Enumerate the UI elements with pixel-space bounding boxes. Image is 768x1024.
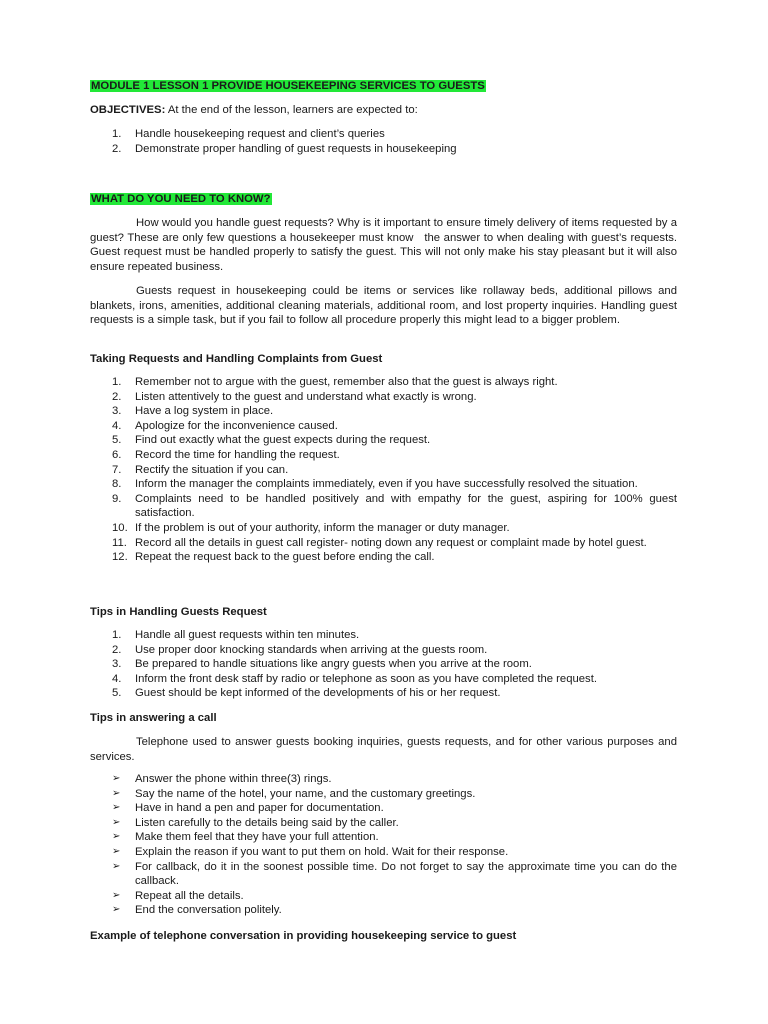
list-item: ➢ Listen carefully to the details being said by the caller. <box>112 816 399 829</box>
intro-paragraph: How would you handle guest requests? Why is it important to ensure timely delivery of items requested by a guest? These are only few questions a housekeeper must know the answer to when dealing with guest’s requests. Guest request must be handled properly to satisfy the guest. This will not only make his stay pleasant but it will also ensure repeated business. <box>90 217 677 273</box>
module-title: MODULE 1 LESSON 1 PROVIDE HOUSEKEEPING SERVICES TO GUESTS <box>91 80 485 92</box>
objectives-label: OBJECTIVES: <box>90 104 166 116</box>
list-item: 2. Use proper door knocking standards when arriving at the guests room. <box>112 643 488 656</box>
tips-heading: Tips in Handling Guests Request <box>90 606 267 618</box>
module-title-line <box>90 79 677 94</box>
list-item: ➢ Have in hand a pen and paper for documentation. <box>112 802 384 815</box>
arrow-bullet-icon: ➢ <box>112 845 121 857</box>
list-item: 3. Have a log system in place. <box>112 405 274 418</box>
tips-list <box>90 628 677 701</box>
list-item: 4. Inform the front desk staff by radio or telephone as soon as you have completed the request. <box>112 672 597 685</box>
arrow-bullet-icon: ➢ <box>112 860 121 872</box>
arrow-bullet-icon: ➢ <box>112 831 121 843</box>
list-item: ➢ Repeat all the details. <box>112 889 244 902</box>
list-item: 1. Handle all guest requests within ten minutes. <box>112 629 360 641</box>
arrow-bullet-icon: ➢ <box>112 773 121 784</box>
list-item: ➢ For callback, do it in the soonest possible time. Do not forget to say the approximate time you can do the callback. <box>112 860 677 888</box>
section-heading: WHAT DO YOU NEED TO KNOW? <box>91 193 271 205</box>
list-item: 5. Guest should be kept informed of the developments of his or her request. <box>112 687 501 700</box>
call-paragraph: Telephone used to answer guests booking inquiries, guests requests, and for other various purposes and services. <box>90 736 677 763</box>
list-item: 1. Remember not to argue with the guest, remember also that the guest is always right. <box>112 376 558 388</box>
list-item: 10. If the problem is out of your authority, inform the manager or duty manager. <box>112 521 510 534</box>
list-item: 12. Repeat the request back to the guest before ending the call. <box>112 551 435 564</box>
list-item: ➢ Say the name of the hotel, your name, and the customary greetings. <box>112 787 476 800</box>
list-item: 3. Be prepared to handle situations like angry guests when you arrive at the room. <box>112 658 532 671</box>
list-item: ➢ Make them feel that they have your full attention. <box>112 831 379 844</box>
requests-paragraph: Guests request in housekeeping could be items or services like rollaway beds, additional pillows and blankets, irons, amenities, additional cleaning materials, additional room, and lost property inquiries. Handling guest requests is a simple task, but if you fail to follow all procedure properly this might lead to a bigger problem. <box>90 285 677 327</box>
arrow-bullet-icon: ➢ <box>112 816 121 828</box>
list-item: 6. Record the time for handling the request. <box>112 448 340 461</box>
objectives-text: At the end of the lesson, learners are expected to: <box>165 104 418 116</box>
list-item: ➢ Explain the reason if you want to put them on hold. Wait for their response. <box>112 845 509 858</box>
arrow-bullet-icon: ➢ <box>112 802 121 814</box>
example-heading: Example of telephone conversation in providing housekeeping service to guest <box>90 930 517 942</box>
list-item: 11. Record all the details in guest call register- noting down any request or complaint made by hotel guest. <box>112 536 647 549</box>
complaints-list <box>90 375 677 565</box>
complaints-heading: Taking Requests and Handling Complaints from Guest <box>90 353 383 365</box>
list-item: 4. Apologize for the inconvenience caused. <box>112 419 338 432</box>
arrow-bullet-icon: ➢ <box>112 889 121 901</box>
call-heading: Tips in answering a call <box>90 712 217 724</box>
list-item: 7. Rectify the situation if you can. <box>112 463 289 476</box>
objectives-list <box>90 127 677 156</box>
list-item: 5. Find out exactly what the guest expects during the request. <box>112 434 431 447</box>
list-item: 2. Demonstrate proper handling of guest requests in housekeeping <box>112 142 457 155</box>
list-item: 9. Complaints need to be handled positively and with empathy for the guest, aspiring for 100% guest satisfaction. <box>112 492 677 520</box>
call-tips-list <box>90 772 677 918</box>
list-item: 2. Listen attentively to the guest and understand what exactly is wrong. <box>112 390 477 403</box>
objectives-line <box>90 103 677 118</box>
list-item: ➢ End the conversation politely. <box>112 904 282 917</box>
list-item: ➢ Answer the phone within three(3) rings. <box>112 773 332 785</box>
section-heading-line <box>90 192 677 207</box>
arrow-bullet-icon: ➢ <box>112 904 121 916</box>
list-item: 1. Handle housekeeping request and client’s queries <box>112 128 385 140</box>
arrow-bullet-icon: ➢ <box>112 787 121 799</box>
list-item: 8. Inform the manager the complaints immediately, even if you have successfully resolved the situation. <box>112 478 638 491</box>
